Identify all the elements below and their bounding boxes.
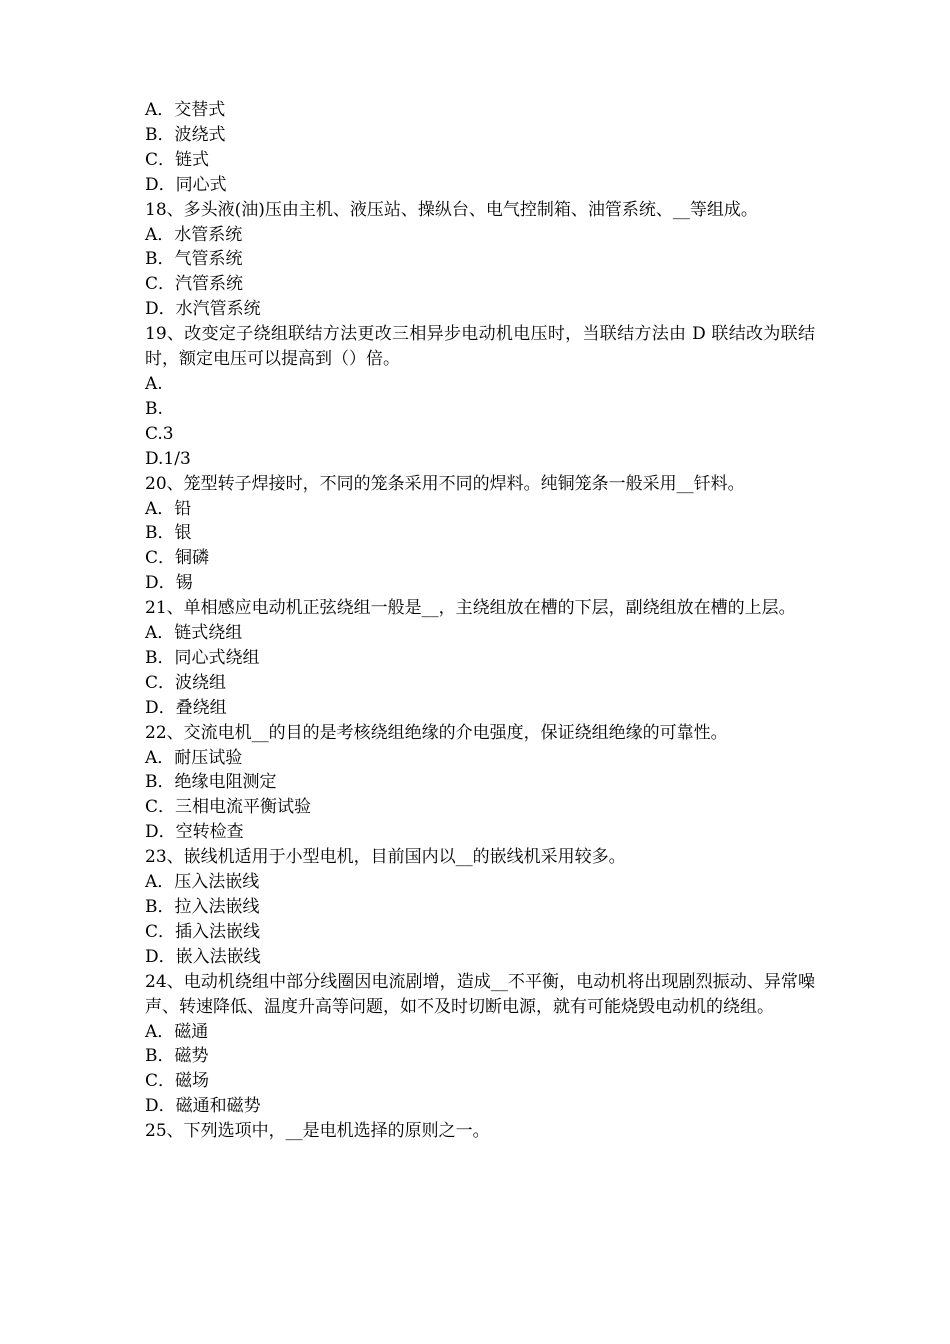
option-q18-a: A．水管系统 [145, 224, 243, 245]
option-q23-a: A．压入法嵌线 [145, 872, 260, 893]
question-25-stem: 25、下列选项中，__是电机选择的原则之一。 [145, 1121, 490, 1142]
question-24-stem: 24、电动机绕组中部分线圈因电流剧增，造成__不平衡，电动机将出现剧烈振动、异常噪声、转速降低、温度升高等问题，如不及时切断电源，就有可能烧毁电动机的绕组。 [145, 971, 815, 1017]
option-q21-b: B．同心式绕组 [145, 647, 260, 668]
question-21-stem: 21、单相感应电动机正弦绕组一般是__，主绕组放在槽的下层，副绕组放在槽的上层。 [145, 598, 796, 619]
option-q24-d: D．磁通和磁势 [145, 1096, 261, 1117]
option-q24-b: B．磁势 [145, 1046, 209, 1067]
question-18-stem: 18、多头液(油)压由主机、液压站、操纵台、电气控制箱、油管系统、__等组成。 [145, 199, 758, 220]
option-q21-c: C．波绕组 [145, 672, 227, 693]
option-q22-d: D．空转检查 [145, 822, 244, 843]
option-q17-c: C．链式 [145, 149, 210, 170]
option-q21-d: D．叠绕组 [145, 697, 227, 718]
option-q22-b: B．绝缘电阻测定 [145, 772, 277, 793]
option-q19-d: D.1/3 [145, 448, 191, 469]
option-q19-b: B. [145, 398, 163, 419]
option-q17-d: D．同心式 [145, 174, 227, 195]
option-q23-d: D．嵌入法嵌线 [145, 946, 261, 967]
question-22-stem: 22、交流电机__的目的是考核绕组绝缘的介电强度，保证绕组绝缘的可靠性。 [145, 722, 728, 743]
option-q21-a: A．链式绕组 [145, 623, 243, 644]
document-page [145, 98, 815, 1144]
option-q18-c: C．汽管系统 [145, 274, 244, 295]
option-q23-c: C．插入法嵌线 [145, 921, 261, 942]
option-q24-c: C．磁场 [145, 1071, 210, 1092]
option-q18-b: B．气管系统 [145, 249, 243, 270]
question-23-stem: 23、嵌线机适用于小型电机，目前国内以__的嵌线机采用较多。 [145, 847, 626, 868]
option-q22-c: C．三相电流平衡试验 [145, 797, 312, 818]
option-q23-b: B．拉入法嵌线 [145, 897, 260, 917]
option-q18-d: D．水汽管系统 [145, 299, 261, 320]
option-q20-d: D．锡 [145, 573, 193, 594]
option-q24-a: A．磁通 [145, 1021, 209, 1042]
option-q20-c: C．铜磷 [145, 548, 210, 569]
option-q20-a: A．铅 [145, 498, 192, 519]
option-q19-a: A. [145, 373, 163, 394]
option-q20-b: B．银 [145, 523, 192, 544]
option-q17-b: B．波绕式 [145, 124, 226, 145]
option-q22-a: A．耐压试验 [145, 747, 243, 768]
option-q17-a: A．交替式 [145, 100, 226, 120]
question-19-stem: 19、改变定子绕组联结方法更改三相异步电动机电压时，当联结方法由 D 联结改为联结时，额定电压可以提高到（）倍。 [145, 324, 815, 370]
question-20-stem: 20、笼型转子焊接时，不同的笼条采用不同的焊料。纯铜笼条一般采用__钎料。 [145, 473, 745, 494]
option-q19-c: C.3 [145, 423, 174, 444]
